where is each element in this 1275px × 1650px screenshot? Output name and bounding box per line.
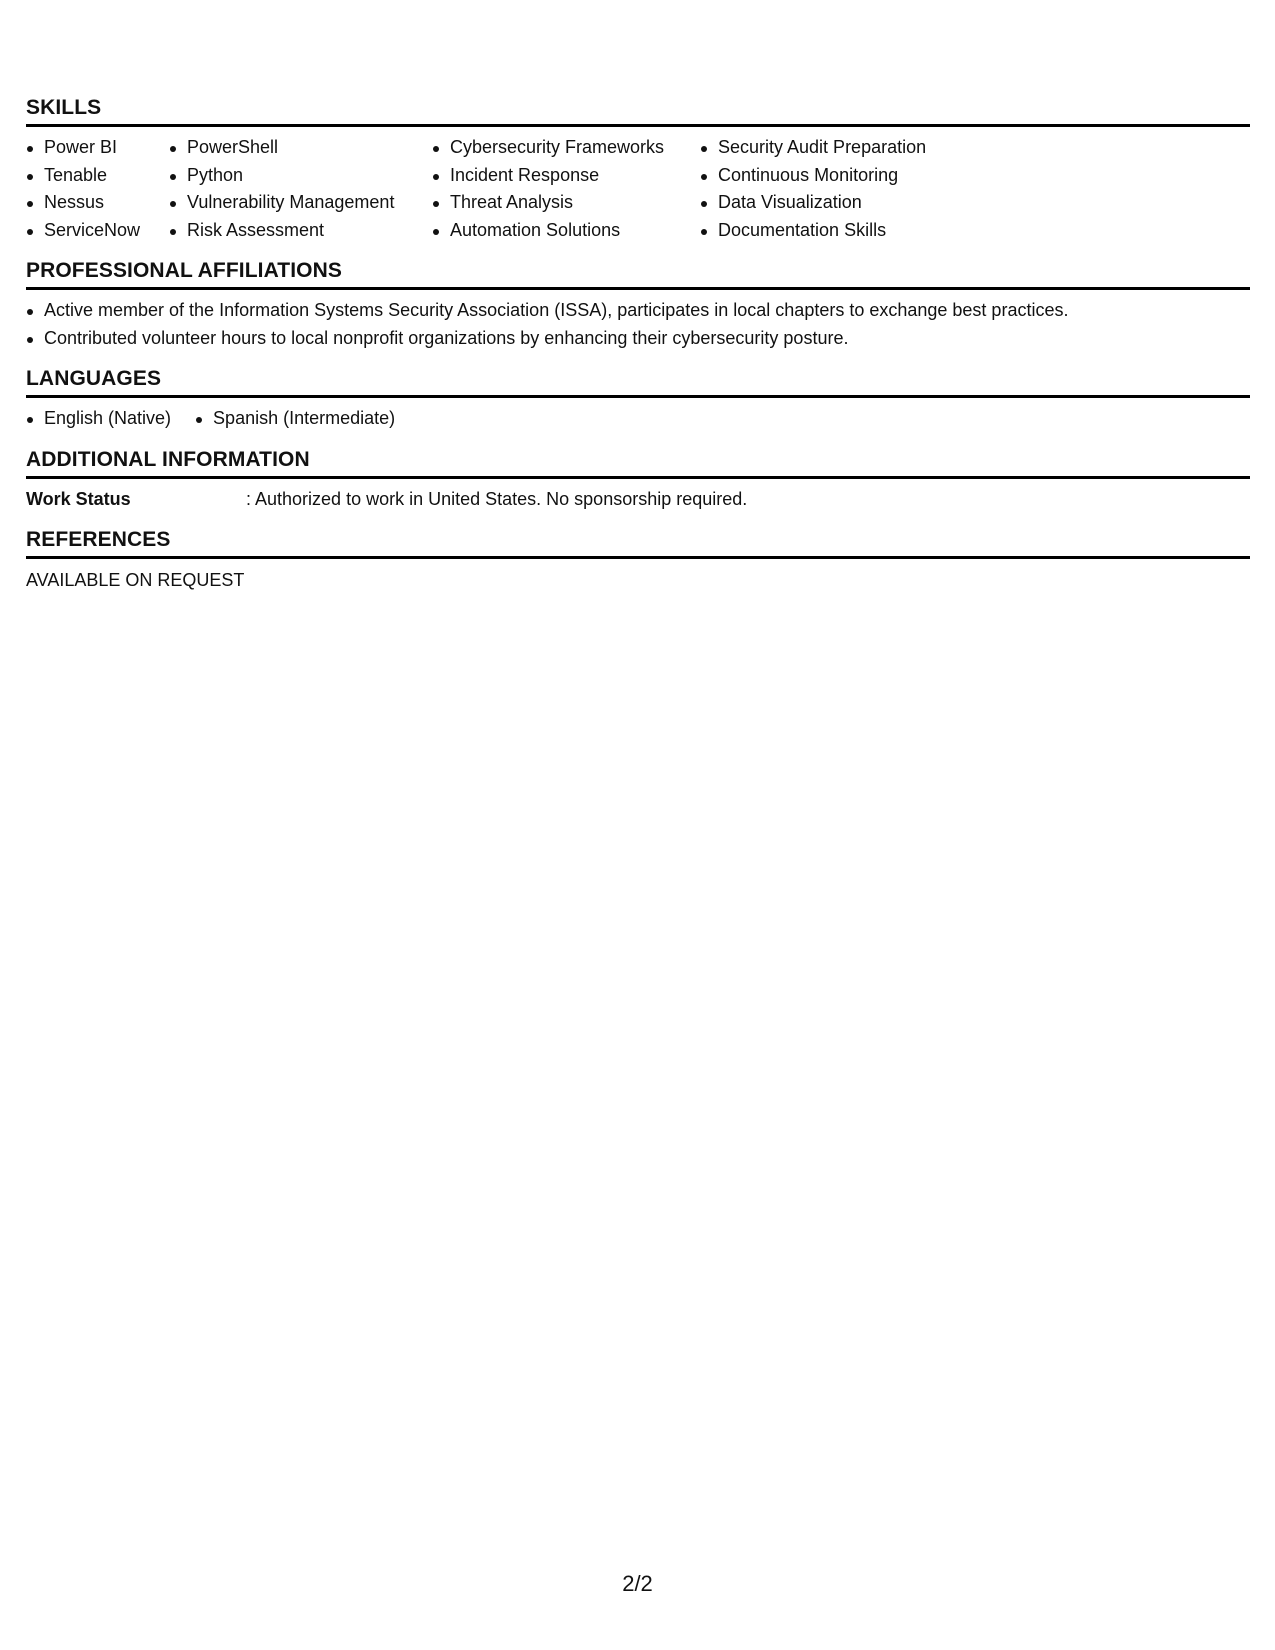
skill-item: Threat Analysis: [432, 189, 700, 217]
work-status-value: : Authorized to work in United States. No sponsorship required.: [246, 488, 748, 509]
skill-item: Automation Solutions: [432, 217, 700, 245]
skill-item: ServiceNow: [26, 217, 169, 245]
section-divider: [26, 395, 1250, 398]
references-text: AVAILABLE ON REQUEST: [26, 569, 245, 590]
additional-info-section: [26, 447, 1250, 513]
skill-item: Cybersecurity Frameworks: [432, 134, 700, 162]
skill-item: Risk Assessment: [169, 217, 432, 245]
skill-item: PowerShell: [169, 134, 432, 162]
section-divider: [26, 476, 1250, 479]
languages-list: [26, 405, 1250, 433]
affiliation-item: Contributed volunteer hours to local nonprofit organizations by enhancing their cybersecurity posture.: [26, 325, 1250, 353]
references-heading: REFERENCES: [26, 527, 171, 551]
affiliations-list: [26, 297, 1250, 352]
skill-item: Power BI: [26, 134, 169, 162]
work-status-label: Work Status: [26, 488, 131, 509]
skills-column-4: [700, 134, 1000, 244]
skills-grid: [26, 134, 1250, 244]
additional-info-heading: ADDITIONAL INFORMATION: [26, 447, 310, 471]
skills-section: [26, 95, 1250, 244]
skill-item: Security Audit Preparation: [700, 134, 1000, 162]
skills-column-3: [432, 134, 700, 244]
affiliations-heading: PROFESSIONAL AFFILIATIONS: [26, 259, 342, 282]
languages-section: [26, 366, 1250, 433]
resume-page: [26, 95, 1250, 594]
skill-item: Nessus: [26, 189, 169, 217]
skill-item: Continuous Monitoring: [700, 162, 1000, 190]
skill-item: Data Visualization: [700, 189, 1000, 217]
references-section: [26, 527, 1250, 594]
section-divider: [26, 124, 1250, 127]
skills-heading: SKILLS: [26, 96, 102, 119]
skill-item: Tenable: [26, 162, 169, 190]
skill-item: Vulnerability Management: [169, 189, 432, 217]
skill-item: Documentation Skills: [700, 217, 1000, 245]
language-item: English (Native): [26, 405, 171, 433]
section-divider: [26, 556, 1250, 559]
work-status-row: [26, 486, 1250, 513]
skills-column-2: [169, 134, 432, 244]
skill-item: Incident Response: [432, 162, 700, 190]
affiliations-section: [26, 258, 1250, 352]
affiliation-item: Active member of the Information Systems Security Association (ISSA), participates in local chapters to exchange best practices.: [26, 297, 1250, 325]
section-divider: [26, 287, 1250, 290]
language-item: Spanish (Intermediate): [195, 405, 395, 433]
skill-item: Python: [169, 162, 432, 190]
skills-column-1: [26, 134, 169, 244]
page-number: 2/2: [622, 1571, 653, 1596]
languages-heading: LANGUAGES: [26, 367, 162, 390]
